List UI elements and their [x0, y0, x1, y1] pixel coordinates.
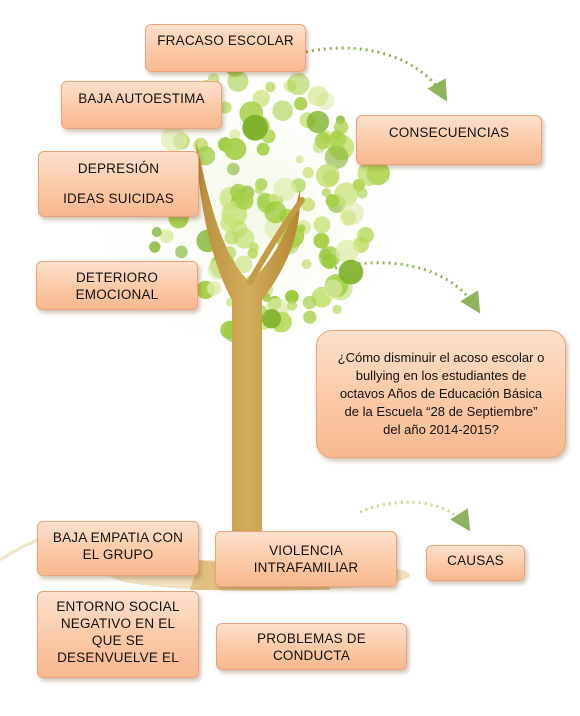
- label-violencia: VIOLENCIA: [269, 543, 343, 558]
- leaf: [353, 179, 365, 191]
- box-baja-autoestima: [61, 81, 222, 129]
- question-line: ¿Cómo disminuir el acoso escolar o: [337, 350, 545, 365]
- box-entorno-social: [37, 591, 199, 678]
- box-causas: [426, 545, 525, 581]
- box-problemas-conducta: [216, 623, 407, 670]
- box-baja-empatia: [37, 521, 199, 576]
- label-que-se: QUE SE: [91, 633, 145, 648]
- leaf: [308, 86, 328, 106]
- leaf: [274, 178, 297, 201]
- leaf: [242, 115, 268, 141]
- leaf: [314, 233, 330, 249]
- label-entorno-social: ENTORNO SOCIAL: [56, 599, 180, 614]
- leaf: [272, 100, 293, 121]
- leaf: [207, 281, 221, 295]
- leaf: [294, 97, 307, 110]
- leaf: [227, 163, 240, 176]
- label-desenvuelve: DESENVUELVE EL: [57, 650, 179, 665]
- leaf: [149, 241, 160, 252]
- leaf: [322, 188, 331, 197]
- label-negativo: NEGATIVO EN EL: [60, 616, 176, 631]
- label-baja-empatia: BAJA EMPATIA CON: [52, 530, 184, 545]
- leaf: [303, 311, 316, 324]
- leaf: [264, 201, 286, 223]
- leaf: [224, 138, 246, 160]
- label-conducta: CONDUCTA: [272, 647, 351, 663]
- box-fracaso-escolar: [145, 24, 306, 72]
- label-consecuencias: CONSECUENCIAS: [388, 125, 510, 140]
- leaf: [287, 73, 309, 95]
- label-ideas-suicidas: IDEAS SUICIDAS: [63, 191, 174, 206]
- leaf: [265, 82, 275, 92]
- box-deterioro-emocional: [36, 261, 198, 310]
- box-depresion-ideas: [38, 151, 199, 217]
- leaf: [316, 164, 340, 188]
- leaf: [152, 227, 162, 237]
- label-depresion: DEPRESIÓN: [77, 161, 160, 176]
- central-question: [316, 330, 566, 458]
- label-causas: CAUSAS: [447, 553, 504, 568]
- label-baja-autoestima: BAJA AUTOESTIMA: [78, 91, 205, 106]
- leaf: [303, 296, 316, 309]
- leaf: [340, 210, 356, 226]
- leaf: [161, 126, 186, 151]
- question-line: de la Escuela “28 de Septiembre”: [344, 404, 538, 419]
- leaf: [313, 141, 325, 153]
- leaf: [357, 227, 374, 244]
- label-intrafamiliar: INTRAFAMILIAR: [253, 560, 359, 575]
- leaf: [247, 248, 258, 259]
- box-violencia-intrafamiliar: [215, 531, 397, 587]
- leaf: [314, 216, 331, 233]
- label-el-grupo: EL GRUPO: [82, 547, 154, 562]
- label-problemas: PROBLEMAS DE: [257, 630, 366, 646]
- leaf: [307, 111, 329, 133]
- label-deterioro: DETERIORO: [75, 269, 159, 285]
- leaf: [257, 143, 270, 156]
- leaf: [227, 71, 248, 92]
- leaf: [175, 246, 188, 259]
- label-fracaso-escolar: FRACASO ESCOLAR: [157, 33, 294, 48]
- leaf: [336, 240, 359, 263]
- leaf: [220, 214, 238, 232]
- leaf: [332, 305, 341, 314]
- leaf: [329, 131, 346, 148]
- leaf: [296, 155, 304, 163]
- leaf: [255, 186, 263, 194]
- question-line: del año 2014-2015?: [383, 422, 499, 437]
- question-line: octavos Años de Educación Básica: [339, 386, 543, 401]
- box-consecuencias: [356, 115, 542, 165]
- label-emocional: EMOCIONAL: [75, 286, 159, 302]
- leaf: [287, 301, 297, 311]
- leaf: [302, 259, 312, 269]
- arrow-to-causas: [360, 502, 468, 528]
- question-line: bullying en los estudiantes de: [355, 368, 527, 383]
- leaf: [324, 280, 343, 299]
- leaf: [303, 167, 314, 178]
- leaf: [235, 192, 253, 210]
